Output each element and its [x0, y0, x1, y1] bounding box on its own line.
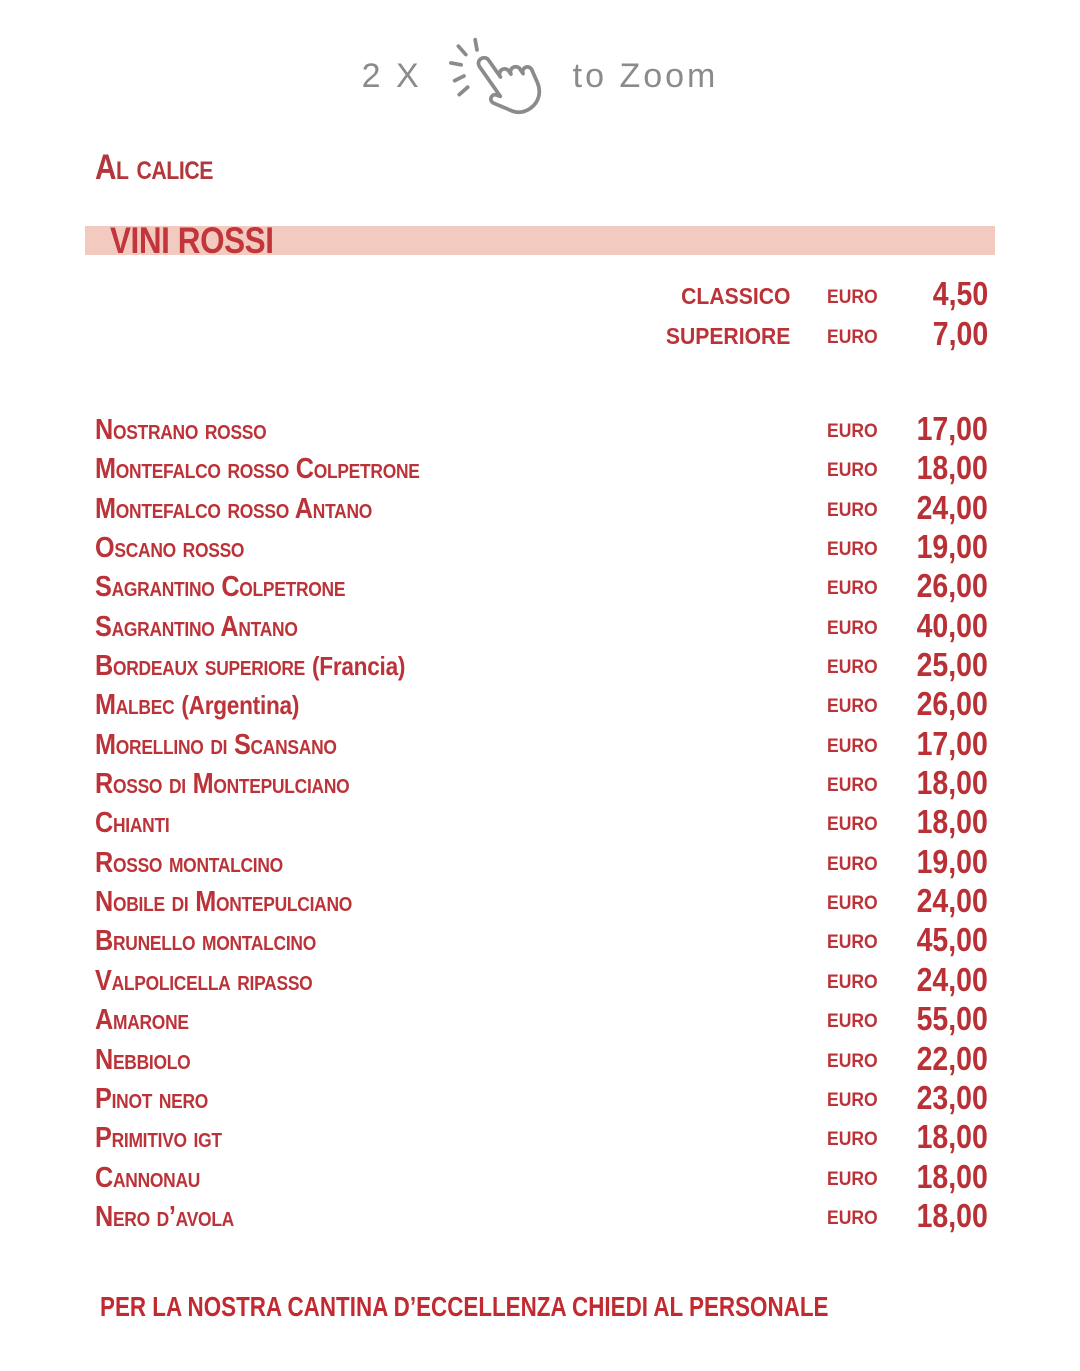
wine-price: 26,00	[916, 686, 988, 724]
wine-price: 25,00	[916, 647, 988, 685]
currency-label: EURO	[827, 616, 878, 639]
wine-price: 18,00	[916, 1119, 988, 1157]
wine-name: Nostrano rosso	[95, 414, 267, 446]
glass-price-row	[95, 316, 988, 356]
glass-price-row	[95, 276, 988, 316]
currency-label: EURO	[827, 459, 878, 482]
wine-price: 19,00	[916, 843, 988, 881]
wine-row	[95, 883, 988, 922]
wine-price: 18,00	[916, 765, 988, 803]
currency-label: EURO	[827, 1128, 878, 1151]
glass-price-list	[95, 276, 988, 356]
wine-name: Amarone	[95, 1004, 189, 1037]
wine-price: 18,00	[916, 1158, 988, 1196]
wine-name: Oscano rosso	[95, 532, 245, 565]
wine-name: Montefalco rosso Colpetrone	[95, 453, 420, 486]
wine-row	[95, 450, 988, 489]
currency-label: EURO	[827, 1206, 878, 1229]
wine-name: Chianti	[95, 807, 170, 840]
wine-price: 23,00	[916, 1079, 988, 1117]
wine-name: Rosso di Montepulciano	[95, 768, 350, 801]
wine-row	[95, 765, 988, 804]
wine-row	[95, 1080, 988, 1119]
zoom-hint-label: to Zoom	[572, 57, 719, 95]
wine-row	[95, 568, 988, 607]
wine-name: Nero d’avola	[95, 1200, 234, 1233]
wine-row	[95, 1159, 988, 1198]
currency-label: EURO	[827, 538, 878, 561]
wine-price: 24,00	[916, 961, 988, 999]
wine-row	[95, 647, 988, 686]
currency-label: EURO	[827, 498, 878, 521]
currency-label: EURO	[827, 326, 878, 348]
wine-price: 24,00	[916, 883, 988, 921]
wine-row	[95, 726, 988, 765]
wine-row	[95, 804, 988, 843]
wine-row	[95, 490, 988, 529]
wine-row	[95, 411, 988, 450]
glass-type-label: CLASSICO	[680, 283, 790, 309]
currency-label: EURO	[827, 931, 878, 954]
glass-price: 4,50	[932, 276, 988, 313]
wine-row	[95, 1119, 988, 1158]
currency-label: EURO	[827, 813, 878, 836]
wine-price: 45,00	[916, 922, 988, 960]
category-band	[85, 220, 995, 261]
currency-label: EURO	[827, 577, 878, 600]
wine-price: 17,00	[916, 725, 988, 763]
currency-label: EURO	[827, 1010, 878, 1033]
wine-row	[95, 844, 988, 883]
wine-name: Cannonau	[95, 1161, 201, 1194]
currency-label: EURO	[827, 892, 878, 915]
glass-price: 7,00	[932, 316, 988, 353]
wine-price: 22,00	[916, 1040, 988, 1078]
wine-price: 40,00	[916, 607, 988, 645]
currency-label: EURO	[827, 1049, 878, 1072]
wine-name: Rosso montalcino	[95, 846, 283, 879]
wine-name: Valpolicella ripasso	[95, 964, 313, 997]
wine-price: 18,00	[916, 804, 988, 842]
wine-name: Sagrantino Colpetrone	[95, 571, 346, 604]
wine-row	[95, 608, 988, 647]
wine-name: Nebbiolo	[95, 1043, 191, 1076]
wine-name: Morellino di Scansano	[95, 728, 337, 761]
wine-price: 19,00	[916, 529, 988, 567]
wine-name: Montefalco rosso Antano	[95, 492, 373, 525]
zoom-multiplier-label: 2 X	[361, 57, 422, 95]
currency-label: EURO	[827, 970, 878, 993]
glass-type-label: SUPERIORE	[665, 323, 790, 349]
category-title: VINI ROSSI	[110, 220, 274, 261]
wine-row	[95, 1041, 988, 1080]
wine-price: 18,00	[916, 1197, 988, 1235]
wine-name: Primitivo igt	[95, 1122, 222, 1155]
zoom-hint	[0, 34, 1080, 118]
wine-row	[95, 1001, 988, 1040]
currency-label: EURO	[827, 656, 878, 679]
wine-row	[95, 529, 988, 568]
currency-label: EURO	[827, 774, 878, 797]
wine-list	[95, 411, 988, 1237]
wine-name: Brunello montalcino	[95, 925, 316, 958]
currency-label: EURO	[827, 695, 878, 718]
section-title: Al calice	[95, 148, 214, 187]
wine-name: Nobile di Montepulciano	[95, 886, 353, 919]
wine-row	[95, 962, 988, 1001]
wine-name: Malbec (Argentina)	[95, 689, 300, 722]
tap-to-zoom-icon	[446, 35, 549, 117]
wine-price: 17,00	[916, 411, 988, 448]
footer-note: PER LA NOSTRA CANTINA D’ECCELLENZA CHIEDI AL PERSONALE	[100, 1291, 829, 1322]
wine-name: Sagrantino Antano	[95, 610, 298, 643]
currency-label: EURO	[827, 286, 878, 308]
wine-row	[95, 922, 988, 961]
wine-price: 24,00	[916, 489, 988, 527]
currency-label: EURO	[827, 852, 878, 875]
wine-name: Bordeaux superiore (Francia)	[95, 650, 406, 683]
currency-label: EURO	[827, 1167, 878, 1190]
currency-label: EURO	[827, 1088, 878, 1111]
wine-price: 18,00	[916, 450, 988, 488]
currency-label: EURO	[827, 734, 878, 757]
wine-price: 26,00	[916, 568, 988, 606]
wine-name: Pinot nero	[95, 1082, 209, 1115]
wine-row	[95, 686, 988, 725]
wine-price: 55,00	[916, 1001, 988, 1039]
currency-label: EURO	[827, 420, 878, 442]
wine-row	[95, 1198, 988, 1237]
